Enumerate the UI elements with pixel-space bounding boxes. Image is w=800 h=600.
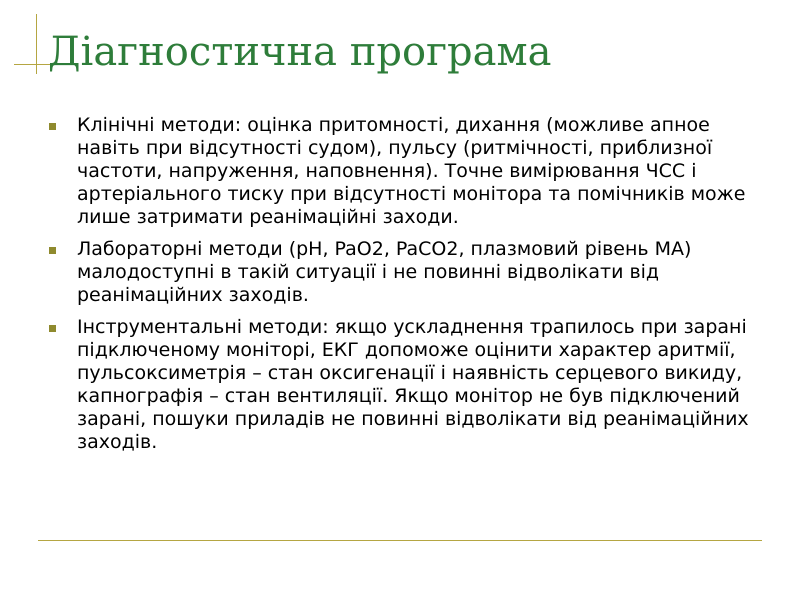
slide-title: Діагностична програма (48, 29, 552, 75)
square-bullet-icon (49, 123, 56, 130)
bottom-divider-line (38, 540, 762, 541)
bullet-text: Лабораторні методи (pH, PaO2, PaCO2, плазмовий рівень МА) малодоступні в такій ситуації і не повинні відволікати від реанімаційних заходів. (77, 238, 692, 306)
bullet-text: Клінічні методи: оцінка притомності, дихання (можливе апное навіть при відсутності судом), пульсу (ритмічності, приблизної частоти, напруження, наповнення). Точне вимірювання ЧСС і артеріального тиску при відсутності монітора та помічників може лише затримати реанімаційні заходи. (77, 114, 746, 228)
bullet-item-instrumental (46, 316, 766, 454)
bullet-item-clinical (46, 114, 766, 229)
bullet-item-laboratory (46, 238, 766, 307)
square-bullet-icon (49, 247, 56, 254)
square-bullet-icon (49, 325, 56, 332)
bullet-list (46, 114, 766, 463)
decorative-vertical-line (36, 14, 37, 74)
bullet-text: Інструментальні методи: якщо ускладнення трапилось при зарані підключеному моніторі, ЕКГ допоможе оцінити характер аритмії, пульсоксиметрія – стан оксигенації і наявність серцевого викиду, капнографія – стан вентиляції. Якщо монітор не був підключений зарані, пошуки приладів не повинні відволікати від реанімаційних заходів. (77, 316, 749, 453)
